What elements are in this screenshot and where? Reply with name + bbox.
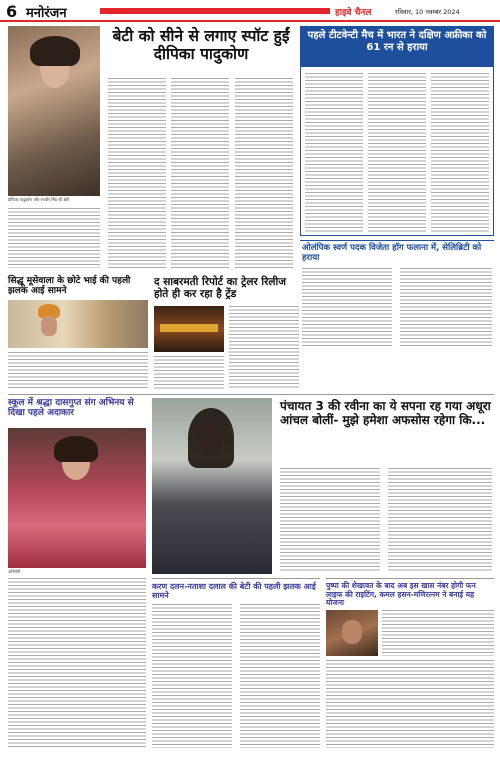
deepika-caption-text: [8, 208, 100, 268]
story-dalal: [152, 578, 320, 750]
school-photo: [8, 428, 146, 568]
panchayat-col-1: [280, 468, 380, 572]
face-shape-2: [41, 316, 57, 336]
deepika-photo-caption: दीपिका पादुकोण और रणवीर सिंह की बेटी: [8, 197, 70, 202]
dalal-col-2: [240, 604, 320, 748]
panchayat-col-2: [388, 468, 492, 572]
olympic-headline: ओलंपिक स्वर्ण पदक विजेता हॉग फलाना में, सेलिब्रिटी को हराया: [302, 243, 482, 263]
dalal-col-1: [152, 604, 232, 748]
section-band: [100, 8, 330, 14]
page-header: [0, 0, 500, 22]
school-body: [8, 578, 146, 748]
sabarmati-col-2: [154, 356, 224, 390]
sabarmati-headline: द साबरमती रिपोर्ट का ट्रेलर रिलीज होते ही कर रहा है ट्रेंड: [154, 276, 287, 301]
paper-name: हाइवे चैनल: [335, 8, 372, 18]
dalal-headline: करण दलन-नताशा दलाल की बेटी की पहली झलक आई सामने: [152, 582, 316, 601]
cricket-col-2: [368, 73, 426, 233]
pushpa-headline: पुष्पा की शेखावत के बाद अब इस खास नंबर होगी फन लाइफ की राइटिंग, कमल हसन-मणिरत्नम ने बनाई यह योजना: [326, 581, 476, 608]
school-photo-caption: अभिनेत्री: [8, 569, 21, 574]
pushpa-photo: [326, 610, 378, 656]
cricket-col-3: [431, 73, 489, 233]
panchayat-headline: पंचायत 3 की रवीना का ये सपना रह गया अधूरा आंचल बोलीं- मुझे हमेशा अफसोस रहेगा कि...: [280, 399, 491, 427]
hair-shape-4: [188, 408, 234, 468]
cricket-col-1: [305, 73, 363, 233]
story-panchayat: [152, 398, 494, 574]
olympic-col-2: [400, 268, 492, 346]
story-pushpa: [326, 578, 494, 750]
face-shape-5: [342, 620, 362, 644]
school-headline: स्कूल में श्रद्धा दासगुप्त संग अभिनय से दिखा पहले अदाकार: [8, 398, 134, 419]
sabarmati-poster: [154, 306, 224, 352]
deepika-col-1: [108, 78, 166, 268]
moosewala-photo: [8, 300, 148, 348]
cricket-headline-box: [301, 27, 493, 67]
pushpa-col-1: [382, 610, 494, 656]
section-title: मनोरंजन: [26, 6, 67, 21]
story-sabarmati: [154, 276, 299, 390]
olympic-col-1: [302, 268, 392, 346]
divider-rule: [8, 394, 494, 395]
poster-title-bar: [160, 324, 218, 332]
deepika-headline: बेटी को सीने से लगाए स्पॉट हुईं दीपिका पादुकोण: [112, 27, 290, 63]
header-date: रविवार, 10 नवम्बर 2024: [395, 8, 460, 16]
panchayat-photo: [152, 398, 272, 574]
cricket-headline: पहले टीटवेन्टी मैच में भारत ने दक्षिण अफ्रीका को 61 रन से हराया: [307, 30, 487, 53]
deepika-col-3: [235, 78, 293, 268]
dalal-rule: [152, 578, 320, 579]
moosewala-headline: सिद्धू मूसेवाला के छोटे भाई की पहली झलक आई सामने: [8, 276, 131, 297]
deepika-col-2: [171, 78, 229, 268]
page-number: 6: [6, 2, 18, 21]
story-deepika: [8, 26, 294, 271]
hair-shape: [30, 36, 80, 66]
story-olympic: [300, 240, 494, 348]
story-school: [8, 398, 146, 750]
pushpa-body: [326, 660, 494, 748]
sabarmati-col-1: [229, 306, 299, 390]
story-moosewala: [8, 276, 148, 390]
hair-shape-3: [54, 436, 98, 462]
deepika-photo: [8, 26, 100, 196]
story-cricket: [300, 26, 494, 236]
pushpa-rule: [326, 578, 494, 579]
moosewala-body: [8, 352, 148, 390]
olympic-rule: [300, 240, 494, 241]
